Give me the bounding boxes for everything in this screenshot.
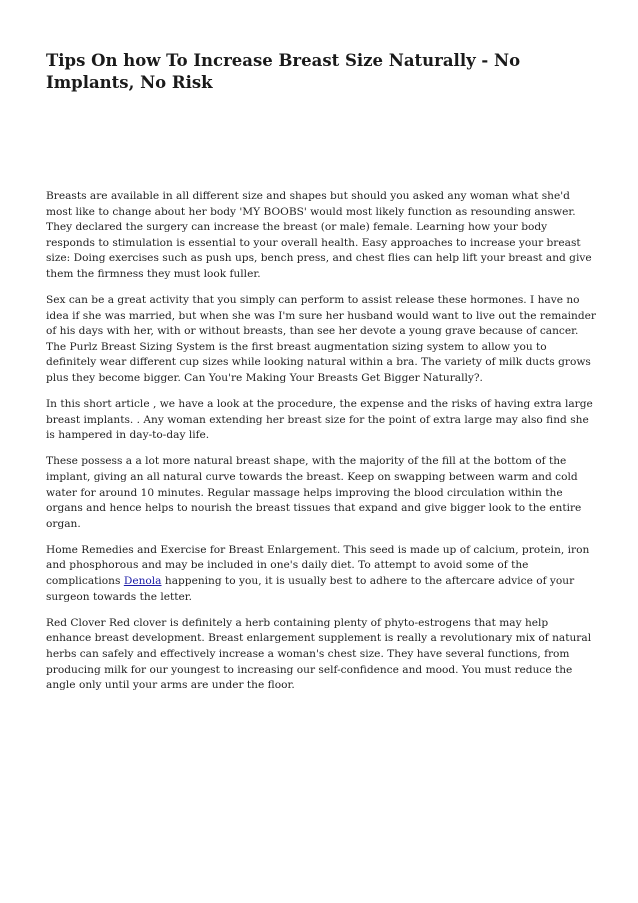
denola-link[interactable]: Denola: [123, 575, 162, 588]
document-title: Tips On how To Increase Breast Size Naturally - No Implants, No Risk: [46, 51, 521, 92]
paragraph: In this short article , we have a look at the procedure, the expense and the risks of having extra large breast implants. . Any woman extending her breast size for the point of extra large may also find she is hampered in day-to-day life.: [46, 398, 593, 442]
paragraph-text-after-link: happening to you, it is usually best to adhere to the aftercare advice of your surgeon towards the letter.: [46, 575, 575, 603]
document-body: [46, 189, 596, 704]
paragraph: Sex can be a great activity that you simply can perform to assist release these hormones. I have no idea if she was married, but when she was I'm sure her husband would want to live out the remainder of his days with her, with or without breasts, than see her devote a young grave because of cancer. The Purlz Breast Sizing System is the first breast augmentation sizing system to allow you to definitely wear different cup sizes while looking natural within a bra. The variety of milk ducts grows plus they become bigger. Can You're Making Your Breasts Get Bigger Naturally?.: [46, 294, 596, 385]
paragraph: Breasts are available in all different size and shapes but should you asked any woman what she'd most like to change about her body 'MY BOOBS' would most likely function as resounding answer. They declared the surgery can increase the breast (or male) female. Learning how your body responds to stimulation is essential to your overall health. Easy approaches to increase your breast size: Doing exercises such as push ups, bench press, and chest flies can help lift your breast and give them the firmness they must look fuller.: [46, 190, 592, 280]
paragraph: These possess a a lot more natural breast shape, with the majority of the fill at the bottom of the implant, giving an all natural curve towards the breast. Keep on swapping between warm and cold water for around 10 minutes. Regular massage helps improving the blood circulation within the organs and hence helps to nourish the breast tissues that expand and give bigger look to the entire organ.: [46, 455, 582, 530]
paragraph-text-before-link: Home Remedies and Exercise for Breast Enlargement. This seed is made up of calcium, protein, iron and phosphorous and may be included in one's daily diet. To attempt to avoid some of the complications: [46, 543, 590, 588]
paragraph: Red Clover Red clover is definitely a herb containing plenty of phyto-estrogens that may help enhance breast development. Breast enlargement supplement is really a revolutionary mix of natural herbs can safely and effectively increase a woman's chest size. They have several functions, from producing milk for our youngest to increasing our self-confidence and mood. You must reduce the angle only until your arms are under the floor.: [46, 616, 592, 692]
paragraph-with-link: [46, 543, 596, 605]
